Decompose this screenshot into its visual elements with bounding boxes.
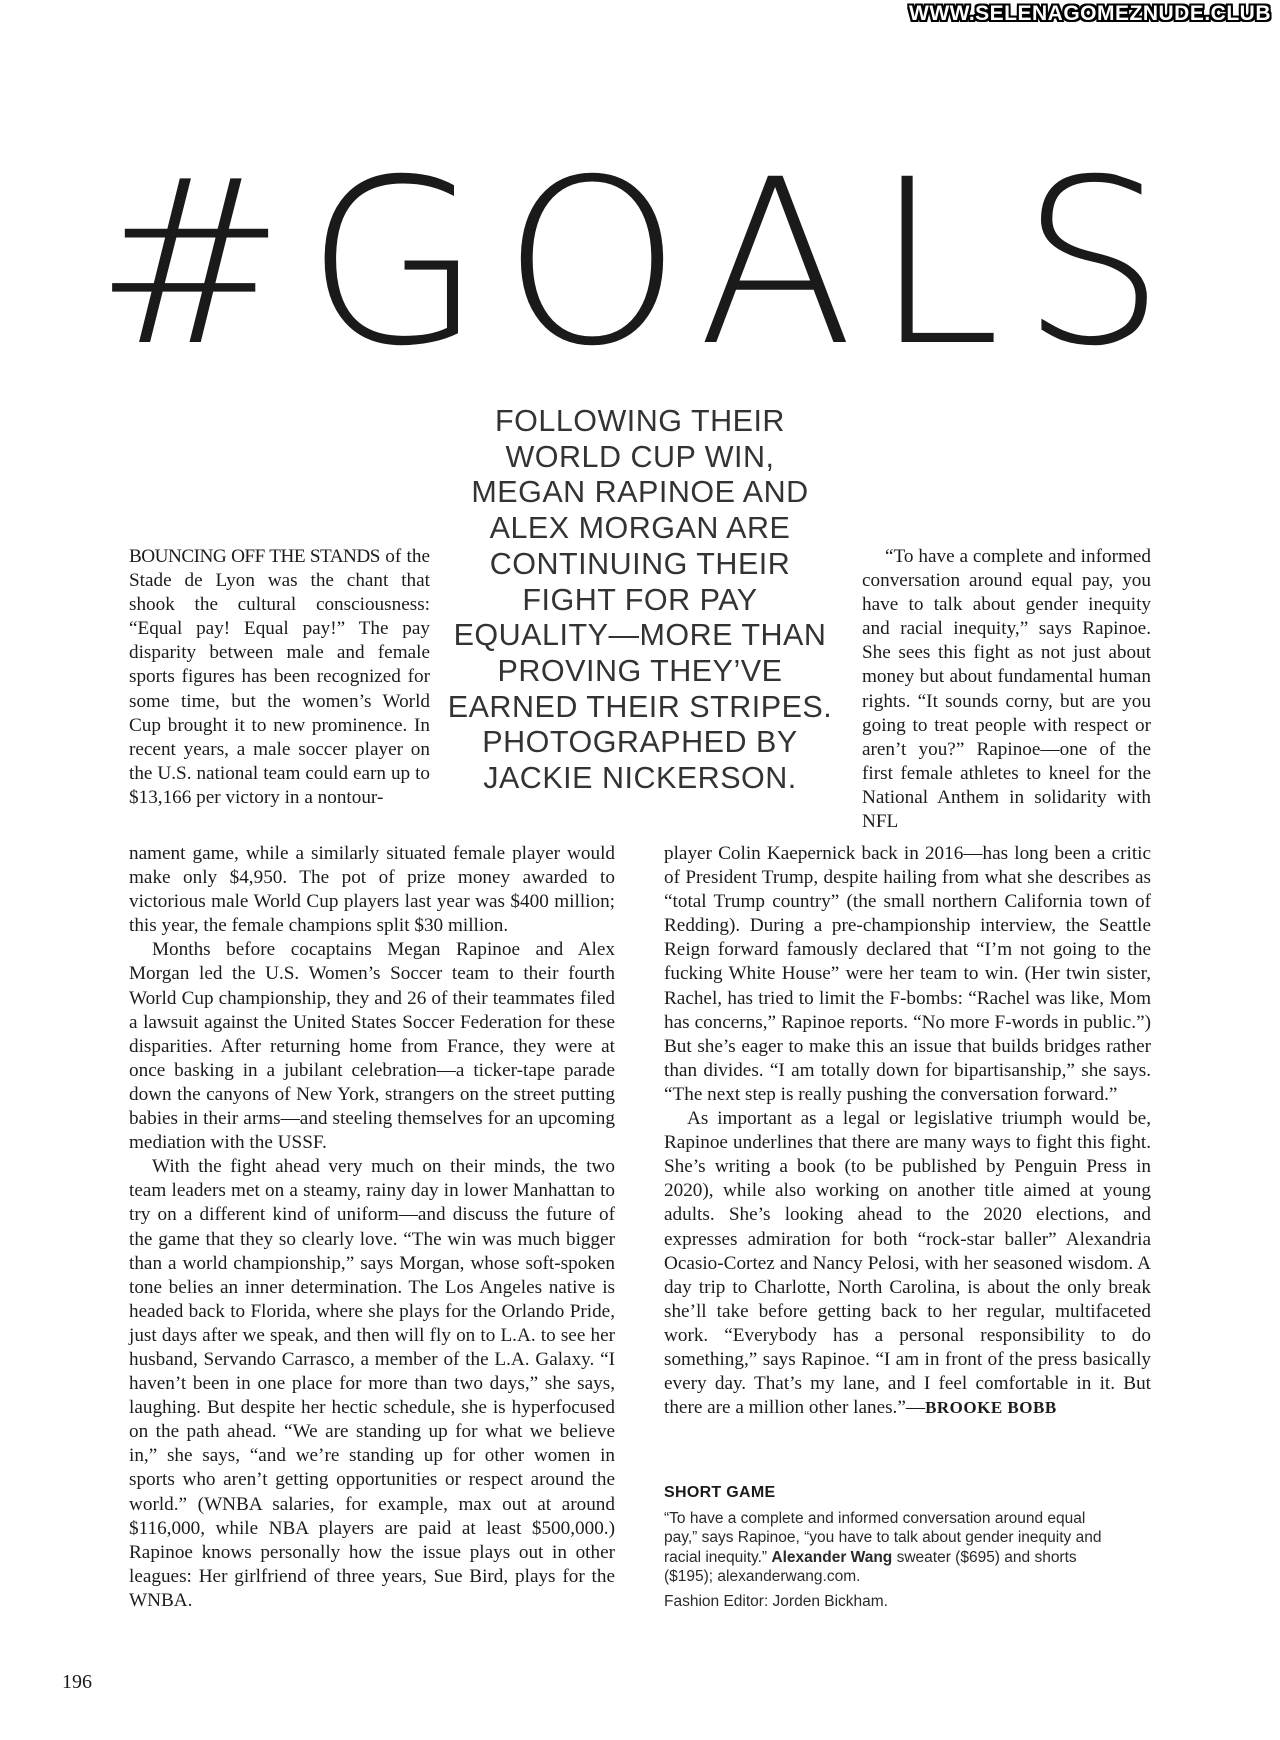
deck-line: PHOTOGRAPHED BY <box>482 725 798 760</box>
page-number: 196 <box>62 1671 92 1693</box>
deck <box>440 404 840 797</box>
col2-paragraph-1-bottom: player Colin Kaepernick back in 2016—has long been a critic of President Trump, despite hailing from what she describes as “total Trump country” (the small northern California town of Redding). During a pre-championship interview, the Seattle Reign forward famously declared that “I’m not going to the fucking White House” were her team to win. (Her twin sister, Rachel, has tried to limit the F-bombs: “Rachel was like, Mom has concerns,” Rapinoe reports. “No more F-words in public.”) But she’s eager to make this an issue that builds bridges rather than divides. “I am totally down for bipartisanship,” she says. “The next step is really pushing the conversation forward.” <box>664 843 1151 1105</box>
caption-text <box>664 1509 1104 1587</box>
col1-paragraph-1-top: of the Stade de Lyon was the chant that shook the cultural consciousness: “Equal pay! Equal pay!” The pay disparity between male and female sports figures has been recognized for some time, but the women’s World Cup brought it to new prominence. In recent years, a male soccer player on the U.S. national team could earn up to $13,166 per victory in a nontour- <box>129 546 430 808</box>
col1-paragraph-1-bottom: nament game, while a similarly situated female player would make only $4,950. The pot of prize money awarded to victorious male World Cup players last year was $400 million; this year, the female champions split $30 million. <box>129 843 615 937</box>
deck-line: WORLD CUP WIN, <box>505 439 775 474</box>
column-1-top <box>129 545 430 810</box>
column-1-bottom <box>129 842 615 1613</box>
caption-text-before: “To have a complete and informed conversation around equal pay,” says Rapinoe, “you have to talk about gender inequity and racial inequity.” <box>664 1509 1102 1566</box>
column-2-top <box>862 545 1151 834</box>
deck-line: EQUALITY—MORE THAN <box>453 618 827 653</box>
col2-paragraph-2 <box>664 1107 1151 1420</box>
deck-line: FIGHT FOR PAY <box>522 582 758 617</box>
caption-title: SHORT GAME <box>664 1484 776 1501</box>
column-2-bottom <box>664 842 1151 1420</box>
deck-line: FOLLOWING THEIR <box>495 404 785 438</box>
watermark: WWW.SELENAGOMEZNUDE.CLUB <box>909 2 1271 25</box>
deck-line: EARNED THEIR STRIPES. <box>447 689 833 724</box>
deck-line: JACKIE NICKERSON. <box>483 761 797 796</box>
caption-editor: Fashion Editor: Jorden Bickham. <box>664 1592 888 1610</box>
deck-line: CONTINUING THEIR <box>489 546 791 581</box>
col2-paragraph-1-top: “To have a complete and informed conversation around equal pay, you have to talk about gender inequity and racial inequity,” says Rapinoe. She sees this fight as not just about money but about fundamental human rights. “It sounds corny, but are you going to treat people with respect or aren’t you?” Rapinoe—one of the first female athletes to kneel for the National Anthem in solidarity with NFL <box>862 546 1151 833</box>
headline: #GOALS <box>94 130 1186 396</box>
col2-paragraph-2-text: As important as a legal or legislative triumph would be, Rapinoe underlines that there are many ways to fight this fight. She’s writing a book (to be published by Penguin Press in 2020), while also working on another title aimed at young adults. She’s looking ahead to the 2020 elections, and expresses admiration for both “rock-star baller” Alexandria Ocasio-Cortez and Nancy Pelosi, with her seasoned wisdom. A day trip to Charlotte, North Carolina, is about the only break she’ll take before getting back to her regular, multifaceted work. “Everybody has a personal responsibility to do something,” says Rapinoe. “I am in front of the press basically every day. That’s my lane, and I feel comfortable in it. But there are a million other lanes.”— <box>664 1108 1151 1419</box>
caption-text-after: sweater ($695) and shorts ($195); alexanderwang.com. <box>664 1548 1077 1585</box>
col1-paragraph-3: With the fight ahead very much on their minds, the two team leaders met on a steamy, rainy day in lower Manhattan to try on a different kind of uniform—and discuss the future of the game that they so clearly love. “The win was much bigger than a world championship,” says Morgan, whose soft-spoken tone belies an inner determination. The Los Angeles native is headed back to Florida, where she plays for the Orlando Pride, just days after we speak, and then will fly on to L.A. to see her husband, Servando Carrasco, a member of the L.A. Galaxy. “I haven’t been in one place for more than two days,” she says, laughing. But despite her hectic schedule, she is hyperfocused on the path ahead. “We are standing up for what we believe in,” she says, “and we’re standing up for other women in sports who aren’t getting opportunities or respect around the world.” (WNBA salaries, for example, max out at around $116,000, while NBA players are paid at least $500,000.) Rapinoe knows personally how the issue plays out in other leagues: Her girlfriend of three years, Sue Bird, plays for the WNBA. <box>129 1156 615 1611</box>
col1-paragraph-2: Months before cocaptains Megan Rapinoe and Alex Morgan led the U.S. Women’s Soccer team to their fourth World Cup championship, they and 26 of their teammates filed a lawsuit against the United States Soccer Federation for these disparities. After returning home from France, they were at once basking in a jubilant celebration—a ticker-tape parade down the canyons of New York, strangers on the street putting babies in their arms—and steeling themselves for an upcoming mediation with the USSF. <box>129 939 615 1154</box>
photo-caption <box>664 1483 1104 1611</box>
deck-line: MEGAN RAPINOE AND <box>471 475 809 510</box>
deck-line: PROVING THEY’VE <box>497 653 783 688</box>
byline: BROOKE BOBB <box>925 1398 1057 1418</box>
lead-in: BOUNCING OFF THE STANDS <box>129 546 380 567</box>
caption-brand: Alexander Wang <box>771 1548 893 1566</box>
deck-line: ALEX MORGAN ARE <box>489 511 791 546</box>
